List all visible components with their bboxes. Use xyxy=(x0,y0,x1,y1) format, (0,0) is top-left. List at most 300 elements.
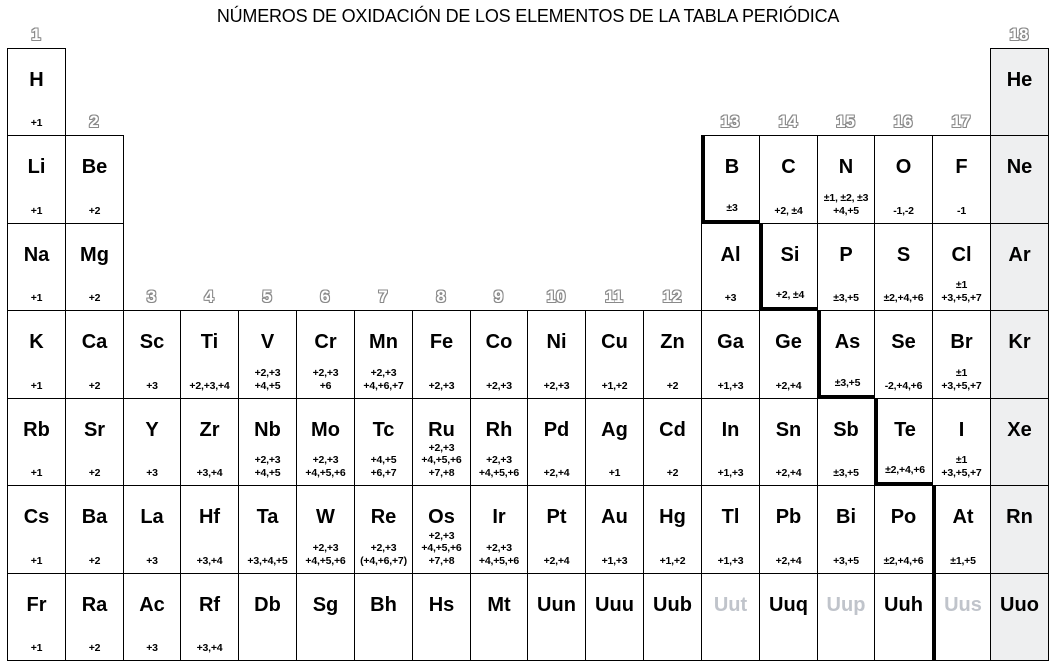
element-symbol: H xyxy=(29,69,44,91)
oxidation-numbers xyxy=(705,202,759,215)
oxidation-numbers xyxy=(821,377,874,390)
group-header-13: 13 xyxy=(720,112,740,131)
oxidation-line: +2, ±4 xyxy=(774,204,803,217)
element-symbol: Uut xyxy=(713,594,748,616)
oxidation-line: +1 xyxy=(30,291,43,304)
element-cell-Rf xyxy=(180,573,239,661)
element-cell-Mo xyxy=(296,398,355,486)
oxidation-line: +2 xyxy=(88,641,101,654)
oxidation-line: +1 xyxy=(30,466,43,479)
oxidation-line: +2,+3 xyxy=(254,367,281,379)
element-symbol: O xyxy=(895,156,912,178)
element-symbol: Fe xyxy=(429,331,454,353)
oxidation-line: +1,+3 xyxy=(601,554,628,567)
element-cell-Db xyxy=(238,573,297,661)
element-symbol: Li xyxy=(27,156,46,178)
element-cell-Uuh xyxy=(874,573,933,661)
oxidation-line: +4,+5,+6 xyxy=(478,554,520,567)
element-symbol: At xyxy=(952,506,974,528)
oxidation-line: +4,+6,+7 xyxy=(363,379,404,392)
element-cell-At xyxy=(932,485,991,574)
oxidation-numbers xyxy=(8,380,65,393)
element-symbol: Db xyxy=(254,594,281,616)
oxidation-line: +2,+3 xyxy=(254,454,281,466)
element-cell-Br xyxy=(932,310,991,399)
oxidation-line: +2 xyxy=(88,204,101,217)
oxidation-numbers xyxy=(8,292,65,305)
element-symbol: As xyxy=(834,331,861,353)
group-header-4: 4 xyxy=(204,287,214,306)
oxidation-line: +2,+3 xyxy=(428,529,455,542)
oxidation-numbers xyxy=(239,555,296,568)
oxidation-line: +2,+3 xyxy=(370,542,397,554)
oxidation-numbers xyxy=(8,117,65,130)
element-cell-Fe xyxy=(412,310,471,399)
element-symbol: Uuq xyxy=(769,594,808,616)
element-symbol: P xyxy=(839,244,853,266)
oxidation-line: ±1, ±2, ±3 xyxy=(823,192,869,204)
element-symbol: Mg xyxy=(80,244,109,266)
element-cell-La xyxy=(123,485,181,574)
oxidation-line: ±1,+5 xyxy=(950,554,976,567)
group-header-10: 10 xyxy=(546,287,566,306)
element-symbol: Ca xyxy=(81,331,108,353)
oxidation-line: +1,+2 xyxy=(601,379,628,392)
element-symbol: K xyxy=(29,331,44,353)
element-cell-Ni xyxy=(527,310,586,399)
oxidation-numbers xyxy=(875,555,932,568)
oxidation-line: +2,+4 xyxy=(775,379,802,392)
element-symbol: Ba xyxy=(81,506,108,528)
element-symbol: Mt xyxy=(487,594,511,616)
element-symbol: Cs xyxy=(23,506,50,528)
oxidation-line: +1 xyxy=(30,641,43,654)
element-cell-Cl xyxy=(932,223,991,311)
element-symbol: C xyxy=(781,156,796,178)
oxidation-line: +2,+3 xyxy=(486,454,512,466)
oxidation-line: +2,+3 xyxy=(428,441,455,454)
oxidation-line: +2,+4 xyxy=(775,554,802,567)
oxidation-numbers xyxy=(181,555,238,568)
group-header-5: 5 xyxy=(262,287,272,306)
element-cell-F xyxy=(932,135,991,224)
oxidation-line: ±2,+4,+6 xyxy=(883,554,924,567)
element-symbol: S xyxy=(896,244,911,266)
oxidation-line: (+4,+6,+7) xyxy=(360,554,407,567)
oxidation-line: +3 xyxy=(146,379,158,392)
element-symbol: Tl xyxy=(721,506,740,528)
element-symbol: Pb xyxy=(775,506,802,528)
element-cell-Bi xyxy=(817,485,875,574)
element-cell-Cr xyxy=(296,310,355,399)
oxidation-numbers xyxy=(818,467,874,480)
oxidation-line: +6,+7 xyxy=(370,466,397,479)
oxidation-line: ±3 xyxy=(726,201,738,214)
page-title: NÚMEROS DE OXIDACIÓN DE LOS ELEMENTOS DE LA TABLA PERIÓDICA xyxy=(216,6,840,26)
oxidation-line: +1 xyxy=(608,466,621,479)
oxidation-numbers xyxy=(239,367,296,392)
element-cell-Mg xyxy=(65,223,124,311)
element-cell-Zr xyxy=(180,398,239,486)
oxidation-line: +6 xyxy=(319,379,332,392)
element-symbol: Sc xyxy=(139,331,165,353)
element-symbol: Hg xyxy=(659,506,686,528)
element-cell-Sc xyxy=(123,310,181,399)
element-symbol: V xyxy=(260,331,275,353)
element-cell-Fr xyxy=(7,573,66,661)
oxidation-line: +2,+3 xyxy=(428,379,455,392)
element-symbol: Fr xyxy=(26,594,47,616)
element-cell-Ir xyxy=(470,485,528,574)
element-symbol: Nb xyxy=(254,419,281,441)
group-header-1: 1 xyxy=(31,25,41,44)
element-symbol: Al xyxy=(720,244,741,266)
element-cell-Uun xyxy=(527,573,586,661)
element-cell-Ga xyxy=(701,310,760,399)
oxidation-line: +2,+3 xyxy=(312,542,339,554)
element-symbol: Ga xyxy=(717,331,744,353)
element-symbol: Ru xyxy=(428,419,455,441)
element-cell-Tl xyxy=(701,485,760,574)
element-cell-Hg xyxy=(643,485,702,574)
element-symbol: Rf xyxy=(198,594,221,616)
oxidation-numbers xyxy=(528,467,585,480)
element-cell-In xyxy=(701,398,760,486)
oxidation-numbers xyxy=(471,380,527,393)
element-cell-Sn xyxy=(759,398,818,486)
element-symbol: La xyxy=(140,506,164,528)
element-symbol: Sb xyxy=(833,419,859,441)
oxidation-line: +2 xyxy=(666,379,679,392)
element-cell-Be xyxy=(65,135,124,224)
element-symbol: Kr xyxy=(1008,331,1031,353)
group-header-9: 9 xyxy=(493,287,504,306)
element-symbol: Mn xyxy=(369,331,398,353)
oxidation-line: +2,+4 xyxy=(543,466,570,479)
element-symbol: F xyxy=(955,156,968,178)
element-cell-Uuo xyxy=(990,573,1049,661)
oxidation-numbers xyxy=(702,467,759,480)
element-symbol: Cd xyxy=(659,419,686,441)
oxidation-numbers xyxy=(413,530,470,568)
element-symbol: Uuo xyxy=(1000,594,1039,616)
oxidation-numbers xyxy=(181,467,238,480)
element-symbol: Se xyxy=(891,331,916,353)
element-cell-Uuq xyxy=(759,573,818,661)
group-header-7: 7 xyxy=(378,287,388,306)
oxidation-numbers xyxy=(763,289,817,302)
oxidation-line: +7,+8 xyxy=(428,554,455,567)
oxidation-line: ±3,+5 xyxy=(833,291,859,304)
element-symbol: Ra xyxy=(81,594,108,616)
oxidation-numbers xyxy=(355,542,412,567)
element-cell-Uut xyxy=(701,573,760,661)
oxidation-numbers xyxy=(933,367,990,392)
oxidation-line: +1,+2 xyxy=(659,554,686,567)
element-symbol: Pt xyxy=(546,506,567,528)
element-cell-Sr xyxy=(65,398,124,486)
element-cell-As xyxy=(817,310,875,399)
element-symbol: Zn xyxy=(660,331,685,353)
group-header-11: 11 xyxy=(605,287,623,306)
element-cell-Cd xyxy=(643,398,702,486)
oxidation-line: +3,+4,+5 xyxy=(247,554,288,567)
element-cell-Ra xyxy=(65,573,124,661)
oxidation-numbers xyxy=(66,380,123,393)
oxidation-numbers xyxy=(818,555,874,568)
oxidation-numbers xyxy=(239,454,296,479)
element-cell-S xyxy=(874,223,933,311)
element-cell-Cu xyxy=(585,310,644,399)
element-symbol: Te xyxy=(894,419,916,441)
element-cell-Ac xyxy=(123,573,181,661)
oxidation-line: +2,+4 xyxy=(543,554,570,567)
element-symbol: Zr xyxy=(199,419,220,441)
element-symbol: Ne xyxy=(1006,156,1033,178)
element-symbol: Ir xyxy=(492,506,506,528)
oxidation-line: +2,+3 xyxy=(312,367,339,379)
oxidation-numbers xyxy=(66,205,123,218)
group-header-14: 14 xyxy=(778,112,798,131)
oxidation-numbers xyxy=(586,467,643,480)
element-symbol: Uub xyxy=(653,594,692,616)
oxidation-numbers xyxy=(586,380,643,393)
element-cell-Pb xyxy=(759,485,818,574)
element-cell-Uup xyxy=(817,573,875,661)
oxidation-line: +7,+8 xyxy=(428,466,455,479)
element-cell-N xyxy=(817,135,875,224)
element-symbol: Hf xyxy=(198,506,221,528)
oxidation-line: +3 xyxy=(146,466,158,479)
oxidation-line: +3 xyxy=(724,291,737,304)
oxidation-line: +3 xyxy=(146,554,158,567)
element-cell-H xyxy=(7,48,66,136)
element-symbol: Ti xyxy=(200,331,219,353)
oxidation-numbers xyxy=(413,442,470,480)
oxidation-line: +1 xyxy=(30,116,43,129)
oxidation-line: ±1 xyxy=(955,279,968,291)
element-symbol: W xyxy=(316,506,335,528)
group-header-6: 6 xyxy=(320,287,330,306)
element-cell-Y xyxy=(123,398,181,486)
oxidation-numbers xyxy=(66,555,123,568)
element-cell-Ca xyxy=(65,310,124,399)
element-cell-W xyxy=(296,485,355,574)
element-cell-Mn xyxy=(354,310,413,399)
oxidation-line: +2, ±4 xyxy=(775,288,805,301)
oxidation-line: +2,+3 xyxy=(543,379,570,392)
element-symbol: Sn xyxy=(775,419,802,441)
oxidation-line: ±2,+4,+6 xyxy=(885,463,925,476)
element-cell-Uus xyxy=(932,573,991,661)
oxidation-line: +4,+5 xyxy=(254,379,281,392)
element-cell-Kr xyxy=(990,310,1049,399)
element-symbol: Br xyxy=(950,331,973,353)
element-symbol: Uuh xyxy=(884,594,923,616)
oxidation-line: +2,+4 xyxy=(775,466,802,479)
element-cell-Po xyxy=(874,485,933,574)
oxidation-numbers xyxy=(528,555,585,568)
oxidation-line: +1 xyxy=(30,554,43,567)
oxidation-numbers xyxy=(818,292,874,305)
element-symbol: Ni xyxy=(546,331,567,353)
oxidation-numbers xyxy=(8,467,65,480)
element-cell-Rh xyxy=(470,398,528,486)
oxidation-line: +3,+4 xyxy=(196,466,223,479)
oxidation-line: ±1 xyxy=(955,454,968,466)
element-cell-Rn xyxy=(990,485,1049,574)
element-symbol: N xyxy=(838,156,854,178)
oxidation-line: ±3,+5 xyxy=(834,376,861,389)
oxidation-numbers xyxy=(297,454,354,479)
oxidation-line: -1 xyxy=(957,204,966,217)
element-symbol: Pd xyxy=(543,419,570,441)
oxidation-line: +1 xyxy=(30,379,43,392)
element-symbol: Uup xyxy=(826,594,866,616)
oxidation-line: +2 xyxy=(88,379,101,392)
element-symbol: Hs xyxy=(428,594,455,616)
oxidation-numbers xyxy=(875,380,932,393)
element-cell-Na xyxy=(7,223,66,311)
element-symbol: Rh xyxy=(485,419,513,441)
element-symbol: Sr xyxy=(83,419,106,441)
element-symbol: B xyxy=(724,156,740,178)
element-cell-Cs xyxy=(7,485,66,574)
oxidation-line: +4,+5,+6 xyxy=(478,466,520,479)
oxidation-numbers xyxy=(471,454,527,479)
element-cell-C xyxy=(759,135,818,224)
element-symbol: Au xyxy=(601,506,628,528)
element-cell-Hs xyxy=(412,573,471,661)
element-symbol: Rn xyxy=(1006,506,1033,528)
oxidation-numbers xyxy=(933,279,990,304)
element-symbol: Ta xyxy=(256,506,279,528)
element-cell-B xyxy=(701,135,760,224)
element-symbol: Na xyxy=(23,244,50,266)
element-symbol: Si xyxy=(780,244,800,266)
oxidation-line: +3,+5,+7 xyxy=(941,379,982,392)
element-cell-Au xyxy=(585,485,644,574)
element-cell-Hf xyxy=(180,485,239,574)
group-header-16: 16 xyxy=(893,112,913,131)
element-cell-V xyxy=(238,310,297,399)
element-cell-Uuu xyxy=(585,573,644,661)
oxidation-line: +4,+5,+6 xyxy=(305,554,346,567)
oxidation-numbers xyxy=(8,205,65,218)
oxidation-numbers xyxy=(181,380,238,393)
oxidation-numbers xyxy=(124,642,180,655)
element-symbol: Uus xyxy=(944,594,982,616)
oxidation-numbers xyxy=(875,205,932,218)
oxidation-line: +1,+3 xyxy=(717,466,744,479)
element-symbol: Sg xyxy=(312,594,339,616)
element-symbol: Os xyxy=(428,506,455,528)
oxidation-line: +2 xyxy=(666,466,679,479)
oxidation-numbers xyxy=(702,292,759,305)
oxidation-line: +4,+5 xyxy=(370,454,397,466)
element-cell-Nb xyxy=(238,398,297,486)
element-cell-Ne xyxy=(990,135,1049,224)
element-symbol: Y xyxy=(145,419,159,441)
oxidation-line: +3 xyxy=(146,641,158,654)
oxidation-numbers xyxy=(760,380,817,393)
oxidation-numbers xyxy=(66,292,123,305)
oxidation-numbers xyxy=(413,380,470,393)
oxidation-numbers xyxy=(933,454,990,479)
oxidation-numbers xyxy=(124,380,180,393)
element-cell-He xyxy=(990,48,1049,136)
element-cell-Xe xyxy=(990,398,1049,486)
element-symbol: Rb xyxy=(23,419,50,441)
element-cell-Te xyxy=(874,398,933,486)
oxidation-numbers xyxy=(760,205,817,218)
group-header-2: 2 xyxy=(89,112,99,131)
oxidation-line: +2 xyxy=(88,466,101,479)
element-symbol: Xe xyxy=(1007,419,1032,441)
oxidation-line: +2,+3 xyxy=(370,367,397,379)
oxidation-line: +3,+5,+7 xyxy=(941,291,982,304)
oxidation-numbers xyxy=(760,555,817,568)
element-cell-Co xyxy=(470,310,528,399)
group-header-8: 8 xyxy=(436,287,446,306)
element-cell-P xyxy=(817,223,875,311)
element-cell-Al xyxy=(701,223,760,311)
element-symbol: Bh xyxy=(370,594,397,616)
element-symbol: In xyxy=(721,419,740,441)
oxidation-numbers xyxy=(933,205,990,218)
element-symbol: Uuu xyxy=(595,594,634,616)
oxidation-numbers xyxy=(644,555,701,568)
element-cell-Ti xyxy=(180,310,239,399)
oxidation-line: +3,+5 xyxy=(833,554,859,567)
element-cell-Ar xyxy=(990,223,1049,311)
oxidation-line: +2,+3,+4 xyxy=(189,379,230,392)
element-cell-Rb xyxy=(7,398,66,486)
element-symbol: Ar xyxy=(1008,244,1031,266)
element-cell-Pd xyxy=(527,398,586,486)
oxidation-line: +3,+4 xyxy=(196,641,223,654)
oxidation-numbers xyxy=(644,467,701,480)
group-header-12: 12 xyxy=(662,287,682,306)
element-cell-Bh xyxy=(354,573,413,661)
oxidation-numbers xyxy=(702,555,759,568)
oxidation-numbers xyxy=(297,542,354,567)
element-symbol: Uun xyxy=(537,594,576,616)
oxidation-line: ±1 xyxy=(955,367,968,379)
oxidation-line: +2 xyxy=(88,554,101,567)
element-symbol: He xyxy=(1006,69,1033,91)
element-symbol: Be xyxy=(81,156,108,178)
element-symbol: Re xyxy=(370,506,397,528)
element-cell-Sb xyxy=(817,398,875,486)
element-cell-Li xyxy=(7,135,66,224)
group-header-3: 3 xyxy=(146,287,157,306)
element-symbol: Cu xyxy=(601,331,628,353)
element-cell-Se xyxy=(874,310,933,399)
element-cell-Tc xyxy=(354,398,413,486)
oxidation-line: -2,+4,+6 xyxy=(884,379,923,392)
group-header-15: 15 xyxy=(836,112,855,131)
oxidation-numbers xyxy=(586,555,643,568)
element-cell-Mt xyxy=(470,573,528,661)
oxidation-line: +2 xyxy=(88,291,101,304)
element-cell-K xyxy=(7,310,66,399)
element-symbol: Ag xyxy=(601,419,628,441)
oxidation-numbers xyxy=(936,555,990,568)
oxidation-numbers xyxy=(355,367,412,392)
oxidation-line: +4,+5,+6 xyxy=(421,542,462,554)
oxidation-numbers xyxy=(124,555,180,568)
